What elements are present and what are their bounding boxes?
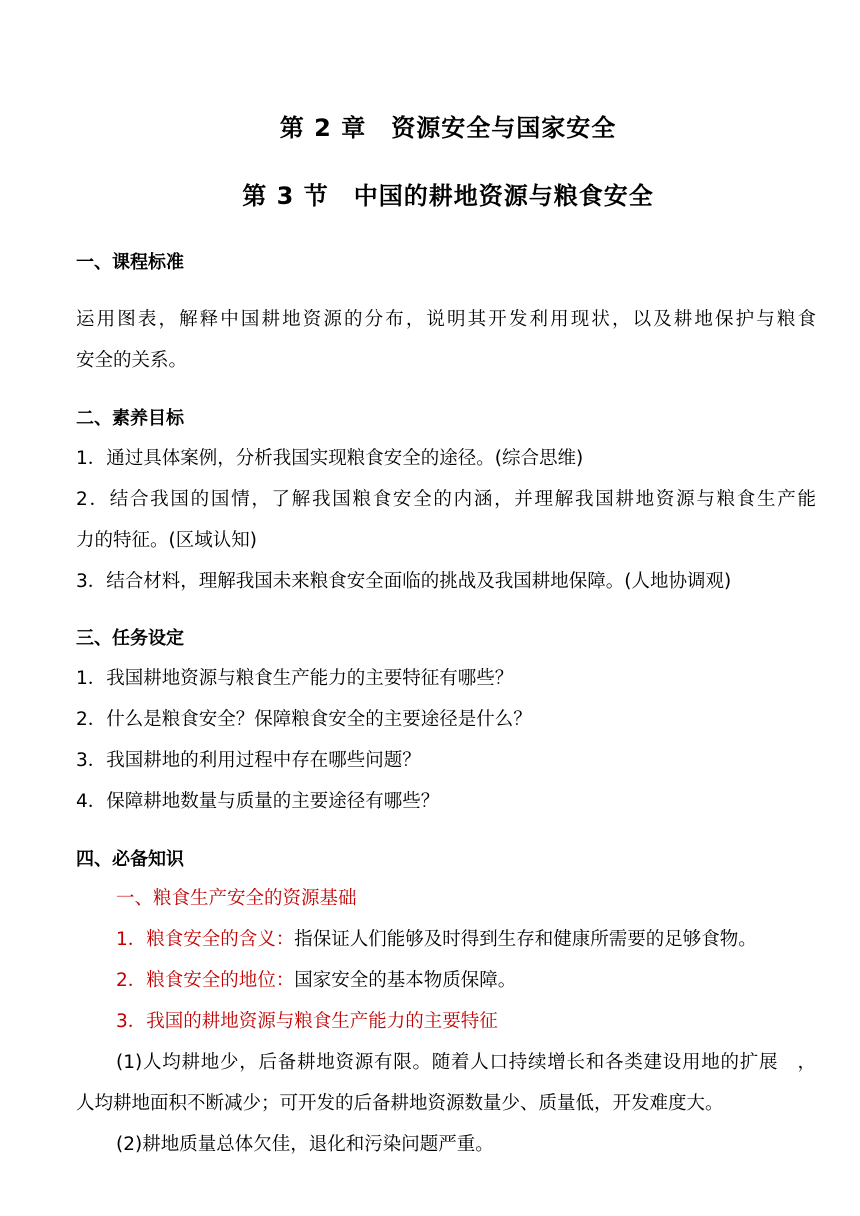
curriculum-line-1: 运用图表，解释中国耕地资源的分布，说明其开发利用现状，以及耕地保护与粮食 (76, 309, 816, 330)
heading-curriculum-standard: 一、课程标准 (76, 252, 184, 273)
knowledge-point-1-text: 指保证人们能够及时得到生存和健康所需要的足够食物。 (294, 929, 757, 950)
goal-item-2-line-1: 2．结合我国的国情，了解我国粮食安全的内涵，并理解我国耕地资源与粮食生产能 (76, 489, 816, 510)
knowledge-point-1 (116, 925, 757, 951)
task-question-2: 2．什么是粮食安全？保障粮食安全的主要途径是什么？ (76, 709, 532, 730)
knowledge-point-2-label: 2．粮食安全的地位： (116, 970, 295, 991)
heading-task-setting: 三、任务设定 (76, 628, 184, 649)
goal-item-3: 3．结合材料，理解我国未来粮食安全面临的挑战及我国耕地保障。(人地协调观) (76, 571, 732, 592)
feature-1-line-1: (1)人均耕地少，后备耕地资源有限。随着人口持续增长和各类建设用地的扩展 ， (116, 1052, 816, 1073)
heading-literacy-goals: 二、素养目标 (76, 408, 184, 429)
goal-item-1: 1．通过具体案例，分析我国实现粮食安全的途径。(综合思维) (76, 448, 584, 469)
chapter-title: 第 2 章 资源安全与国家安全 (279, 114, 617, 142)
task-question-1: 1．我国耕地资源与粮食生产能力的主要特征有哪些？ (76, 668, 514, 689)
feature-1-line-2: 人均耕地面积不断减少；可开发的后备耕地资源数量少、质量低，开发难度大。 (76, 1093, 724, 1114)
heading-essential-knowledge: 四、必备知识 (76, 849, 184, 870)
knowledge-subheading: 一、粮食生产安全的资源基础 (116, 888, 357, 909)
feature-2: (2)耕地质量总体欠佳，退化和污染问题严重。 (116, 1134, 494, 1155)
knowledge-point-2 (116, 966, 516, 992)
curriculum-line-2: 安全的关系。 (76, 350, 188, 371)
knowledge-point-2-text: 国家安全的基本物质保障。 (294, 970, 517, 991)
section-title: 第 3 节 中国的耕地资源与粮食安全 (242, 182, 654, 210)
knowledge-point-1-label: 1．粮食安全的含义： (116, 929, 295, 950)
goal-item-2-line-2: 力的特征。(区域认知) (76, 530, 257, 551)
task-question-3: 3．我国耕地的利用过程中存在哪些问题？ (76, 750, 421, 771)
knowledge-point-3: 3．我国的耕地资源与粮食生产能力的主要特征 (116, 1011, 498, 1032)
task-question-4: 4．保障耕地数量与质量的主要途径有哪些？ (76, 791, 440, 812)
